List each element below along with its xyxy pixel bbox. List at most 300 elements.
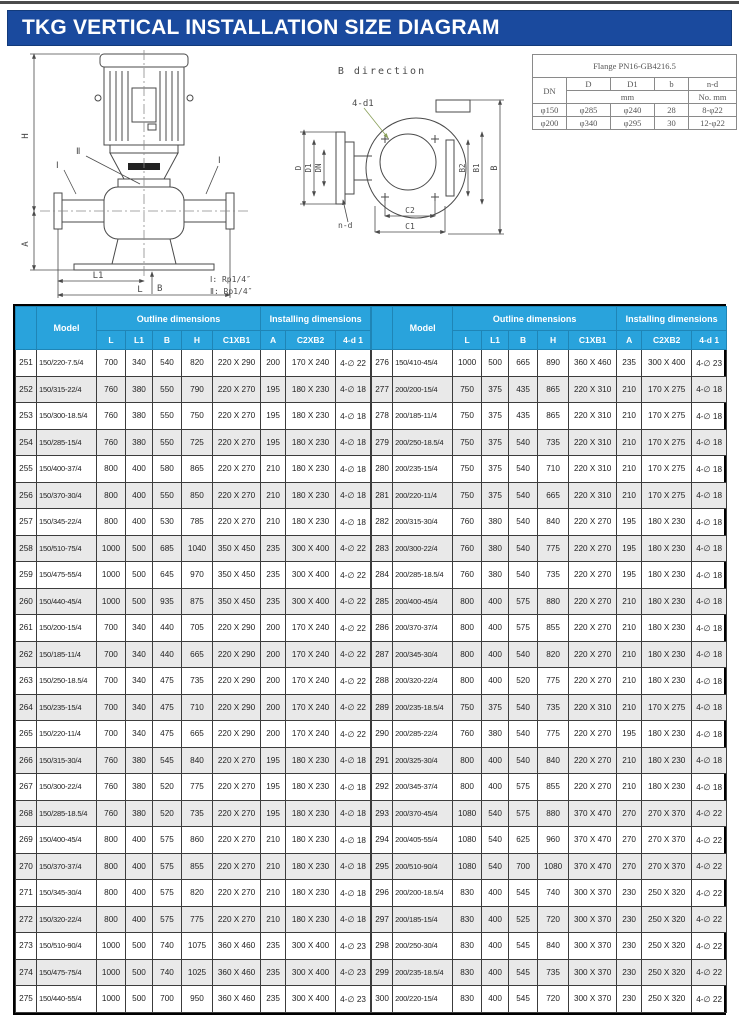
flange-cell: 30 (655, 117, 689, 130)
c2xb2-cell: 180 X 230 (286, 429, 336, 456)
c1xb1-cell: 220 X 270 (213, 880, 261, 907)
b-cell: 540 (509, 429, 538, 456)
l1-cell: 400 (482, 615, 509, 642)
b-cell: 435 (509, 376, 538, 403)
flange-col-nd: n-d (689, 78, 737, 91)
h-cell: 665 (538, 482, 569, 509)
c1xb1-cell: 220 X 270 (569, 747, 617, 774)
h-cell: 860 (182, 827, 213, 854)
c2xb2-cell: 180 X 230 (286, 403, 336, 430)
label-c1: C1 (405, 222, 415, 231)
l-cell: 800 (453, 641, 482, 668)
row-number: 259 (16, 562, 37, 589)
model-cell: 150/220-7.5/4 (37, 350, 97, 377)
model-cell: 150/440-55/4 (37, 986, 97, 1013)
model-cell: 150/285-18.5/4 (37, 800, 97, 827)
model-cell: 200/400-45/4 (393, 588, 453, 615)
a-cell: 210 (261, 906, 286, 933)
c1xb1-cell: 220 X 270 (213, 482, 261, 509)
header-a: A (261, 331, 286, 350)
table-row (372, 800, 727, 827)
row-number: 252 (16, 376, 37, 403)
h-cell: 735 (538, 562, 569, 589)
label-dn: DN (314, 163, 323, 173)
b-cell: 575 (153, 827, 182, 854)
h-cell: 820 (538, 641, 569, 668)
dim-label-a: A (21, 241, 31, 247)
b-cell: 525 (509, 906, 538, 933)
b-cell: 665 (509, 350, 538, 377)
row-number: 251 (16, 350, 37, 377)
a-cell: 200 (261, 615, 286, 642)
table-row (372, 509, 727, 536)
dim-label-h: H (21, 133, 31, 139)
4d1-cell: 4-∅ 18 (692, 641, 727, 668)
l1-cell: 400 (482, 959, 509, 986)
l-cell: 1000 (97, 588, 126, 615)
4d1-cell: 4-∅ 22 (336, 615, 371, 642)
b-cell: 540 (509, 482, 538, 509)
c1xb1-cell: 360 X 460 (569, 350, 617, 377)
row-number: 287 (372, 641, 393, 668)
row-number: 296 (372, 880, 393, 907)
c2xb2-cell: 170 X 275 (642, 694, 692, 721)
label-b2: B2 (458, 163, 467, 173)
table-row (372, 535, 727, 562)
dimension-lines (30, 54, 230, 298)
row-number: 267 (16, 774, 37, 801)
h-cell: 890 (538, 350, 569, 377)
page-title: TKG VERTICAL INSTALLATION SIZE DIAGRAM (22, 16, 500, 39)
a-cell: 210 (617, 456, 642, 483)
4d1-cell: 4-∅ 18 (336, 456, 371, 483)
a-cell: 195 (261, 747, 286, 774)
c1xb1-cell: 220 X 270 (569, 562, 617, 589)
b-cell: 575 (509, 588, 538, 615)
4d1-cell: 4-∅ 22 (692, 933, 727, 960)
b-cell: 575 (153, 880, 182, 907)
4d1-cell: 4-∅ 22 (692, 959, 727, 986)
a-cell: 210 (261, 482, 286, 509)
h-cell: 880 (538, 800, 569, 827)
l1-cell: 375 (482, 482, 509, 509)
front-view-labels (21, 133, 252, 296)
header-b: B (509, 331, 538, 350)
row-number: 276 (372, 350, 393, 377)
row-number: 282 (372, 509, 393, 536)
4d1-cell: 4-∅ 18 (692, 668, 727, 695)
4d1-cell: 4-∅ 22 (336, 588, 371, 615)
c1xb1-cell: 220 X 270 (213, 376, 261, 403)
l1-cell: 380 (126, 403, 153, 430)
l-cell: 800 (453, 588, 482, 615)
l-cell: 800 (97, 456, 126, 483)
c1xb1-cell: 360 X 460 (213, 933, 261, 960)
b-cell: 580 (153, 456, 182, 483)
4d1-cell: 4-∅ 18 (692, 509, 727, 536)
l1-cell: 380 (482, 721, 509, 748)
model-cell: 150/300-18.5/4 (37, 403, 97, 430)
row-number: 280 (372, 456, 393, 483)
table-row (372, 853, 727, 880)
row-number: 266 (16, 747, 37, 774)
b-cell: 550 (153, 482, 182, 509)
h-cell: 865 (182, 456, 213, 483)
4d1-cell: 4-∅ 22 (336, 668, 371, 695)
row-number: 271 (16, 880, 37, 907)
b-cell: 540 (509, 641, 538, 668)
table-row (16, 721, 371, 748)
l-cell: 830 (453, 933, 482, 960)
c2xb2-cell: 300 X 400 (286, 535, 336, 562)
h-cell: 875 (182, 588, 213, 615)
l1-cell: 340 (126, 721, 153, 748)
h-cell: 735 (538, 429, 569, 456)
label-d: D (294, 165, 303, 171)
c2xb2-cell: 170 X 275 (642, 429, 692, 456)
c2xb2-cell: 180 X 230 (642, 641, 692, 668)
h-cell: 880 (538, 588, 569, 615)
4d1-cell: 4-∅ 23 (336, 933, 371, 960)
c2xb2-cell: 180 X 230 (642, 747, 692, 774)
table-row (16, 694, 371, 721)
4d1-cell: 4-∅ 18 (336, 800, 371, 827)
4d1-cell: 4-∅ 18 (692, 456, 727, 483)
model-cell: 200/185-11/4 (393, 403, 453, 430)
a-cell: 210 (617, 376, 642, 403)
a-cell: 235 (261, 933, 286, 960)
l1-cell: 500 (126, 986, 153, 1013)
4d1-cell: 4-∅ 23 (336, 986, 371, 1013)
b-cell: 540 (509, 694, 538, 721)
a-cell: 210 (261, 853, 286, 880)
h-cell: 785 (182, 509, 213, 536)
h-cell: 720 (538, 986, 569, 1013)
dim-label-l1: L1 (92, 271, 104, 281)
4d1-cell: 4-∅ 23 (692, 350, 727, 377)
model-cell: 150/345-22/4 (37, 509, 97, 536)
c2xb2-cell: 180 X 230 (286, 456, 336, 483)
header-l1: L1 (126, 331, 153, 350)
c1xb1-cell: 370 X 470 (569, 827, 617, 854)
b-cell: 520 (153, 800, 182, 827)
dim-label-l: L (137, 285, 143, 295)
flange-col-d: D (567, 78, 611, 91)
l-cell: 750 (453, 694, 482, 721)
c2xb2-cell: 170 X 240 (286, 721, 336, 748)
l1-cell: 375 (482, 429, 509, 456)
h-cell: 1080 (538, 853, 569, 880)
table-row (372, 429, 727, 456)
c2xb2-cell: 180 X 230 (642, 562, 692, 589)
l1-cell: 400 (482, 668, 509, 695)
c1xb1-cell: 220 X 310 (569, 482, 617, 509)
c2xb2-cell: 180 X 230 (286, 853, 336, 880)
l1-cell: 380 (482, 535, 509, 562)
a-cell: 235 (261, 986, 286, 1013)
row-number: 254 (16, 429, 37, 456)
row-number: 298 (372, 933, 393, 960)
callout-roman2: Ⅱ (76, 147, 81, 157)
4d1-cell: 4-∅ 18 (336, 747, 371, 774)
4d1-cell: 4-∅ 18 (692, 562, 727, 589)
l-cell: 760 (97, 774, 126, 801)
4d1-cell: 4-∅ 18 (692, 535, 727, 562)
model-cell: 200/235-15/4 (393, 456, 453, 483)
table-row (16, 403, 371, 430)
flange-cell: 12-φ22 (689, 117, 737, 130)
l1-cell: 400 (482, 906, 509, 933)
model-cell: 150/475-75/4 (37, 959, 97, 986)
c2xb2-cell: 180 X 230 (642, 615, 692, 642)
l-cell: 1000 (97, 959, 126, 986)
model-cell: 150/510-90/4 (37, 933, 97, 960)
row-number: 253 (16, 403, 37, 430)
b-cell: 540 (509, 456, 538, 483)
l1-cell: 400 (126, 456, 153, 483)
c1xb1-cell: 220 X 310 (569, 376, 617, 403)
4d1-cell: 4-∅ 22 (692, 827, 727, 854)
model-cell: 200/345-30/4 (393, 641, 453, 668)
a-cell: 235 (261, 562, 286, 589)
dimension-table-right (371, 306, 727, 1013)
c1xb1-cell: 220 X 270 (213, 774, 261, 801)
c1xb1-cell: 220 X 270 (569, 588, 617, 615)
row-number: 284 (372, 562, 393, 589)
header-c2xb2: C2XB2 (286, 331, 336, 350)
label-c2: C2 (405, 206, 415, 215)
a-cell: 195 (261, 376, 286, 403)
l1-cell: 500 (126, 562, 153, 589)
a-cell: 270 (617, 827, 642, 854)
l-cell: 760 (97, 800, 126, 827)
4d1-cell: 4-∅ 22 (336, 535, 371, 562)
4d1-cell: 4-∅ 22 (336, 562, 371, 589)
row-number: 261 (16, 615, 37, 642)
l-cell: 700 (97, 350, 126, 377)
row-number: 300 (372, 986, 393, 1013)
l-cell: 800 (453, 747, 482, 774)
model-cell: 150/370-30/4 (37, 482, 97, 509)
a-cell: 235 (261, 535, 286, 562)
b-direction-view-diagram (248, 56, 516, 261)
header-installing: Installing dimensions (261, 307, 371, 331)
h-cell: 775 (538, 668, 569, 695)
h-cell: 775 (182, 906, 213, 933)
table-row (372, 376, 727, 403)
header-b: B (153, 331, 182, 350)
c1xb1-cell: 220 X 270 (569, 615, 617, 642)
l1-cell: 375 (482, 694, 509, 721)
c2xb2-cell: 180 X 230 (642, 668, 692, 695)
l-cell: 750 (453, 482, 482, 509)
l1-cell: 380 (126, 376, 153, 403)
h-cell: 840 (538, 509, 569, 536)
flange-col-dn: DN (533, 78, 567, 104)
l1-cell: 400 (126, 880, 153, 907)
l-cell: 1000 (453, 350, 482, 377)
4d1-cell: 4-∅ 18 (336, 429, 371, 456)
model-cell: 150/315-30/4 (37, 747, 97, 774)
b-cell: 685 (153, 535, 182, 562)
b-cell: 740 (153, 959, 182, 986)
table-row (16, 588, 371, 615)
c2xb2-cell: 300 X 400 (286, 562, 336, 589)
model-cell: 200/345-37/4 (393, 774, 453, 801)
l-cell: 760 (453, 535, 482, 562)
table-row (16, 906, 371, 933)
flange-cell: φ285 (567, 104, 611, 117)
4d1-cell: 4-∅ 18 (692, 774, 727, 801)
model-cell: 200/185-15/4 (393, 906, 453, 933)
b-cell: 545 (153, 747, 182, 774)
flange-cell: φ340 (567, 117, 611, 130)
table-row (372, 933, 727, 960)
model-cell: 200/370-45/4 (393, 800, 453, 827)
model-cell: 200/325-30/4 (393, 747, 453, 774)
h-cell: 775 (182, 774, 213, 801)
table-row (16, 880, 371, 907)
table-row (372, 588, 727, 615)
table-row (372, 774, 727, 801)
c1xb1-cell: 220 X 270 (569, 535, 617, 562)
a-cell: 200 (261, 641, 286, 668)
model-cell: 200/220-11/4 (393, 482, 453, 509)
label-nd: n-d (338, 221, 353, 230)
row-number: 294 (372, 827, 393, 854)
model-cell: 150/250-18.5/4 (37, 668, 97, 695)
row-number: 255 (16, 456, 37, 483)
model-cell: 150/345-30/4 (37, 880, 97, 907)
l1-cell: 380 (482, 562, 509, 589)
c1xb1-cell: 360 X 460 (213, 986, 261, 1013)
h-cell: 735 (182, 668, 213, 695)
l-cell: 1000 (97, 562, 126, 589)
flange-col-d1: D1 (611, 78, 655, 91)
l1-cell: 375 (482, 376, 509, 403)
l1-cell: 340 (126, 694, 153, 721)
c2xb2-cell: 300 X 400 (286, 588, 336, 615)
b-cell: 540 (509, 721, 538, 748)
model-cell: 150/185-11/4 (37, 641, 97, 668)
model-cell: 150/475-55/4 (37, 562, 97, 589)
4d1-cell: 4-∅ 18 (336, 774, 371, 801)
h-cell: 705 (182, 615, 213, 642)
l1-cell: 400 (126, 509, 153, 536)
l-cell: 750 (453, 456, 482, 483)
c2xb2-cell: 180 X 230 (642, 509, 692, 536)
b-cell: 520 (509, 668, 538, 695)
model-cell: 200/370-37/4 (393, 615, 453, 642)
l-cell: 1080 (453, 827, 482, 854)
header-model: Model (393, 307, 453, 350)
l1-cell: 375 (482, 456, 509, 483)
b-cell: 540 (509, 509, 538, 536)
flange-table-title: Flange PN16-GB4216.5 (533, 55, 737, 78)
row-number: 265 (16, 721, 37, 748)
c1xb1-cell: 220 X 270 (569, 774, 617, 801)
l1-cell: 500 (482, 350, 509, 377)
header-c1xb1: C1XB1 (213, 331, 261, 350)
table-row (16, 641, 371, 668)
h-cell: 820 (182, 880, 213, 907)
table-row (372, 986, 727, 1013)
4d1-cell: 4-∅ 18 (336, 482, 371, 509)
flange-row (533, 117, 737, 130)
4d1-cell: 4-∅ 18 (336, 853, 371, 880)
4d1-cell: 4-∅ 18 (336, 906, 371, 933)
header-outline: Outline dimensions (97, 307, 261, 331)
row-number: 293 (372, 800, 393, 827)
4d1-cell: 4-∅ 18 (692, 747, 727, 774)
table-row (16, 668, 371, 695)
l1-cell: 400 (482, 986, 509, 1013)
h-cell: 1040 (182, 535, 213, 562)
row-number: 281 (372, 482, 393, 509)
a-cell: 200 (261, 668, 286, 695)
header-4d1: 4-d 1 (336, 331, 371, 350)
table-row (372, 721, 727, 748)
c2xb2-cell: 300 X 400 (286, 959, 336, 986)
b-cell: 520 (153, 774, 182, 801)
b-cell: 475 (153, 694, 182, 721)
flange-unit-nd: No. mm (689, 91, 737, 104)
l-cell: 800 (97, 853, 126, 880)
a-cell: 210 (617, 482, 642, 509)
c1xb1-cell: 220 X 310 (569, 456, 617, 483)
l-cell: 750 (453, 376, 482, 403)
row-number: 285 (372, 588, 393, 615)
a-cell: 210 (617, 774, 642, 801)
c1xb1-cell: 370 X 470 (569, 800, 617, 827)
b-cell: 575 (509, 774, 538, 801)
c2xb2-cell: 170 X 240 (286, 615, 336, 642)
b-cell: 575 (153, 853, 182, 880)
l1-cell: 380 (126, 429, 153, 456)
4d1-cell: 4-∅ 18 (692, 376, 727, 403)
model-cell: 150/320-22/4 (37, 906, 97, 933)
a-cell: 195 (261, 774, 286, 801)
c2xb2-cell: 180 X 230 (286, 774, 336, 801)
l-cell: 800 (97, 906, 126, 933)
c2xb2-cell: 180 X 230 (286, 509, 336, 536)
flange-row (533, 104, 737, 117)
a-cell: 195 (261, 403, 286, 430)
4d1-cell: 4-∅ 22 (692, 986, 727, 1013)
c2xb2-cell: 180 X 230 (286, 482, 336, 509)
4d1-cell: 4-∅ 18 (692, 429, 727, 456)
flange-cell: φ200 (533, 117, 567, 130)
l-cell: 1080 (453, 853, 482, 880)
l1-cell: 340 (126, 668, 153, 695)
a-cell: 230 (617, 933, 642, 960)
table-row (16, 774, 371, 801)
l-cell: 830 (453, 986, 482, 1013)
l1-cell: 400 (482, 747, 509, 774)
dimension-table (13, 304, 726, 1015)
l-cell: 760 (453, 721, 482, 748)
c1xb1-cell: 300 X 370 (569, 880, 617, 907)
c2xb2-cell: 250 X 320 (642, 933, 692, 960)
b-cell: 645 (153, 562, 182, 589)
row-number: 269 (16, 827, 37, 854)
model-cell: 200/250-18.5/4 (393, 429, 453, 456)
c1xb1-cell: 220 X 270 (569, 721, 617, 748)
row-number: 258 (16, 535, 37, 562)
l1-cell: 400 (482, 933, 509, 960)
l-cell: 750 (453, 403, 482, 430)
row-number: 263 (16, 668, 37, 695)
